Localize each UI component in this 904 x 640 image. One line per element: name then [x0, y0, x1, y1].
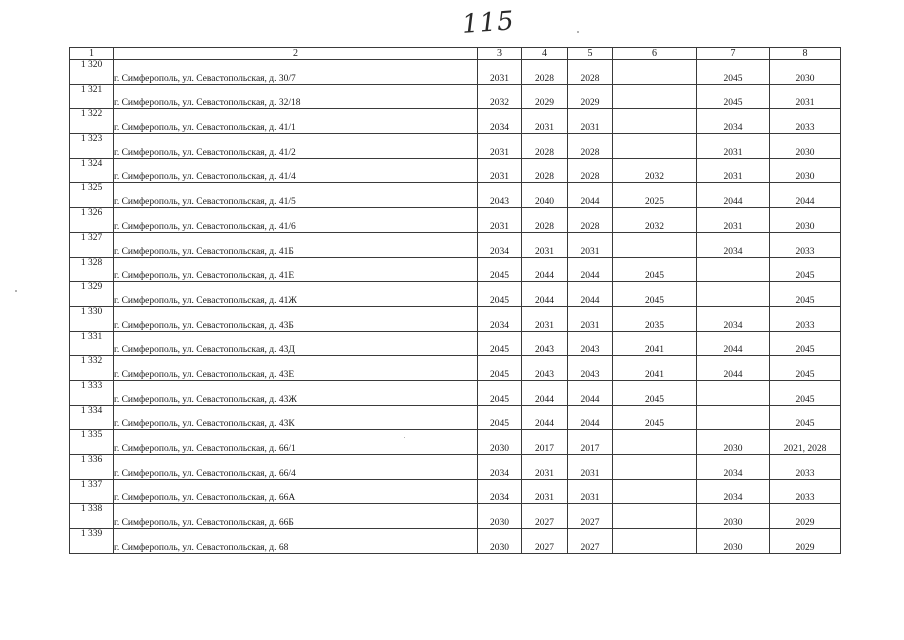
value-cell-8: 2029 — [770, 529, 841, 554]
value-cell-4: 2031 — [522, 232, 568, 257]
value-cell-8: 2030 — [770, 208, 841, 233]
value-cell-7: 2034 — [697, 109, 770, 134]
value-cell-3: 2030 — [478, 529, 522, 554]
value-cell-5: 2028 — [568, 134, 613, 159]
value-cell-5: 2044 — [568, 257, 613, 282]
column-header: 6 — [613, 48, 697, 60]
housing-registry-table — [69, 47, 841, 554]
address-cell: г. Симферополь, ул. Севастопольская, д. 41Ж — [114, 282, 478, 307]
value-cell-5: 2043 — [568, 331, 613, 356]
value-cell-3: 2031 — [478, 134, 522, 159]
row-number: 1 325 — [70, 183, 114, 208]
value-cell-7 — [697, 405, 770, 430]
row-number: 1 330 — [70, 306, 114, 331]
value-cell-4: 2040 — [522, 183, 568, 208]
value-cell-8: 2045 — [770, 405, 841, 430]
table-row — [70, 134, 841, 159]
value-cell-4: 2031 — [522, 109, 568, 134]
value-cell-7: 2045 — [697, 84, 770, 109]
value-cell-3: 2045 — [478, 257, 522, 282]
value-cell-7: 2031 — [697, 134, 770, 159]
value-cell-8: 2031 — [770, 84, 841, 109]
value-cell-7: 2034 — [697, 479, 770, 504]
address-cell: г. Симферополь, ул. Севастопольская, д. 41/6 — [114, 208, 478, 233]
table-row — [70, 158, 841, 183]
value-cell-8: 2045 — [770, 282, 841, 307]
value-cell-8: 2045 — [770, 257, 841, 282]
row-number: 1 331 — [70, 331, 114, 356]
value-cell-8: 2045 — [770, 380, 841, 405]
row-number: 1 329 — [70, 282, 114, 307]
value-cell-3: 2045 — [478, 331, 522, 356]
value-cell-7: 2031 — [697, 158, 770, 183]
value-cell-5: 2027 — [568, 504, 613, 529]
address-cell: г. Симферополь, ул. Севастопольская, д. 41Е — [114, 257, 478, 282]
value-cell-6 — [613, 430, 697, 455]
value-cell-5: 2031 — [568, 232, 613, 257]
value-cell-5: 2044 — [568, 282, 613, 307]
table-row — [70, 504, 841, 529]
value-cell-8: 2033 — [770, 232, 841, 257]
value-cell-6: 2025 — [613, 183, 697, 208]
value-cell-7: 2031 — [697, 208, 770, 233]
row-number: 1 322 — [70, 109, 114, 134]
row-number: 1 324 — [70, 158, 114, 183]
value-cell-3: 2032 — [478, 84, 522, 109]
value-cell-8: 2030 — [770, 60, 841, 85]
row-number: 1 328 — [70, 257, 114, 282]
column-header: 8 — [770, 48, 841, 60]
table-row — [70, 405, 841, 430]
value-cell-4: 2028 — [522, 134, 568, 159]
table-row — [70, 356, 841, 381]
value-cell-5: 2031 — [568, 479, 613, 504]
value-cell-6: 2041 — [613, 356, 697, 381]
value-cell-3: 2045 — [478, 356, 522, 381]
value-cell-8: 2033 — [770, 109, 841, 134]
column-header: 4 — [522, 48, 568, 60]
value-cell-6: 2045 — [613, 282, 697, 307]
value-cell-4: 2044 — [522, 405, 568, 430]
address-cell: г. Симферополь, ул. Севастопольская, д. 66/4 — [114, 455, 478, 480]
value-cell-8: 2029 — [770, 504, 841, 529]
address-cell: г. Симферополь, ул. Севастопольская, д. 41/2 — [114, 134, 478, 159]
row-number: 1 334 — [70, 405, 114, 430]
table-row — [70, 430, 841, 455]
value-cell-8: 2033 — [770, 455, 841, 480]
value-cell-5: 2028 — [568, 208, 613, 233]
value-cell-5: 2017 — [568, 430, 613, 455]
table-row — [70, 529, 841, 554]
table-row — [70, 331, 841, 356]
value-cell-3: 2045 — [478, 282, 522, 307]
value-cell-3: 2034 — [478, 479, 522, 504]
value-cell-7 — [697, 257, 770, 282]
address-cell: г. Симферополь, ул. Севастопольская, д. 32/18 — [114, 84, 478, 109]
table-row — [70, 455, 841, 480]
value-cell-3: 2034 — [478, 232, 522, 257]
value-cell-6 — [613, 109, 697, 134]
column-header: 7 — [697, 48, 770, 60]
value-cell-8: 2044 — [770, 183, 841, 208]
value-cell-5: 2031 — [568, 455, 613, 480]
row-number: 1 337 — [70, 479, 114, 504]
address-cell: г. Симферополь, ул. Севастопольская, д. 43К — [114, 405, 478, 430]
address-cell: г. Симферополь, ул. Севастопольская, д. 41/5 — [114, 183, 478, 208]
address-cell: г. Симферополь, ул. Севастопольская, д. 43Е — [114, 356, 478, 381]
table-row — [70, 60, 841, 85]
scan-speck — [577, 31, 579, 33]
table-row — [70, 380, 841, 405]
column-header: 1 — [70, 48, 114, 60]
value-cell-8: 2021, 2028 — [770, 430, 841, 455]
address-cell: г. Симферополь, ул. Севастопольская, д. 43Ж — [114, 380, 478, 405]
value-cell-5: 2031 — [568, 109, 613, 134]
value-cell-8: 2045 — [770, 356, 841, 381]
address-cell: г. Симферополь, ул. Севастопольская, д. 41/4 — [114, 158, 478, 183]
table-row — [70, 306, 841, 331]
value-cell-7: 2034 — [697, 232, 770, 257]
address-cell: г. Симферополь, ул. Севастопольская, д. 66А — [114, 479, 478, 504]
value-cell-3: 2031 — [478, 158, 522, 183]
value-cell-5: 2028 — [568, 60, 613, 85]
value-cell-8: 2033 — [770, 306, 841, 331]
value-cell-7 — [697, 282, 770, 307]
table-body — [70, 60, 841, 554]
column-header: 2 — [114, 48, 478, 60]
value-cell-4: 2031 — [522, 455, 568, 480]
column-header: 3 — [478, 48, 522, 60]
value-cell-5: 2043 — [568, 356, 613, 381]
row-number: 1 338 — [70, 504, 114, 529]
value-cell-4: 2044 — [522, 380, 568, 405]
value-cell-4: 2028 — [522, 158, 568, 183]
value-cell-6: 2041 — [613, 331, 697, 356]
address-cell: г. Симферополь, ул. Севастопольская, д. 66/1 — [114, 430, 478, 455]
value-cell-8: 2030 — [770, 158, 841, 183]
row-number: 1 323 — [70, 134, 114, 159]
value-cell-6 — [613, 504, 697, 529]
value-cell-6 — [613, 134, 697, 159]
row-number: 1 336 — [70, 455, 114, 480]
value-cell-7: 2034 — [697, 455, 770, 480]
value-cell-4: 2043 — [522, 331, 568, 356]
scan-speck — [15, 290, 17, 292]
value-cell-5: 2031 — [568, 306, 613, 331]
address-cell: г. Симферополь, ул. Севастопольская, д. 68 — [114, 529, 478, 554]
value-cell-7: 2044 — [697, 183, 770, 208]
address-cell: г. Симферополь, ул. Севастопольская, д. 30/7 — [114, 60, 478, 85]
value-cell-7: 2044 — [697, 356, 770, 381]
value-cell-3: 2031 — [478, 208, 522, 233]
address-cell: г. Симферополь, ул. Севастопольская, д. 41/1 — [114, 109, 478, 134]
value-cell-6: 2045 — [613, 257, 697, 282]
value-cell-6 — [613, 455, 697, 480]
value-cell-8: 2045 — [770, 331, 841, 356]
value-cell-7: 2030 — [697, 504, 770, 529]
value-cell-4: 2028 — [522, 208, 568, 233]
row-number: 1 339 — [70, 529, 114, 554]
value-cell-7: 2030 — [697, 430, 770, 455]
table-row — [70, 282, 841, 307]
value-cell-4: 2044 — [522, 257, 568, 282]
row-number: 1 321 — [70, 84, 114, 109]
value-cell-3: 2034 — [478, 306, 522, 331]
value-cell-4: 2029 — [522, 84, 568, 109]
header-row — [70, 48, 841, 60]
table-row — [70, 183, 841, 208]
table-row — [70, 84, 841, 109]
value-cell-4: 2027 — [522, 529, 568, 554]
value-cell-3: 2034 — [478, 109, 522, 134]
row-number: 1 320 — [70, 60, 114, 85]
value-cell-7: 2030 — [697, 529, 770, 554]
value-cell-7: 2034 — [697, 306, 770, 331]
value-cell-3: 2030 — [478, 430, 522, 455]
column-header: 5 — [568, 48, 613, 60]
value-cell-5: 2029 — [568, 84, 613, 109]
value-cell-4: 2043 — [522, 356, 568, 381]
table-row — [70, 257, 841, 282]
value-cell-3: 2045 — [478, 380, 522, 405]
value-cell-4: 2027 — [522, 504, 568, 529]
value-cell-4: 2031 — [522, 306, 568, 331]
table-row — [70, 479, 841, 504]
value-cell-6 — [613, 84, 697, 109]
address-cell: г. Симферополь, ул. Севастопольская, д. 43Д — [114, 331, 478, 356]
value-cell-6: 2045 — [613, 380, 697, 405]
handwritten-page-number: 115 — [461, 6, 516, 40]
value-cell-4: 2028 — [522, 60, 568, 85]
value-cell-5: 2028 — [568, 158, 613, 183]
row-number: 1 335 — [70, 430, 114, 455]
value-cell-8: 2033 — [770, 479, 841, 504]
value-cell-3: 2043 — [478, 183, 522, 208]
value-cell-3: 2034 — [478, 455, 522, 480]
row-number: 1 327 — [70, 232, 114, 257]
value-cell-3: 2031 — [478, 60, 522, 85]
table-row — [70, 208, 841, 233]
value-cell-6 — [613, 479, 697, 504]
value-cell-4: 2031 — [522, 479, 568, 504]
row-number: 1 332 — [70, 356, 114, 381]
value-cell-3: 2030 — [478, 504, 522, 529]
value-cell-6: 2035 — [613, 306, 697, 331]
value-cell-6: 2045 — [613, 405, 697, 430]
value-cell-6 — [613, 60, 697, 85]
value-cell-3: 2045 — [478, 405, 522, 430]
value-cell-6: 2032 — [613, 208, 697, 233]
value-cell-7 — [697, 380, 770, 405]
address-cell: г. Симферополь, ул. Севастопольская, д. 66Б — [114, 504, 478, 529]
table-row — [70, 109, 841, 134]
table-row — [70, 232, 841, 257]
address-cell: г. Симферополь, ул. Севастопольская, д. 43Б — [114, 306, 478, 331]
value-cell-8: 2030 — [770, 134, 841, 159]
address-cell: г. Симферополь, ул. Севастопольская, д. 41Б — [114, 232, 478, 257]
value-cell-4: 2044 — [522, 282, 568, 307]
row-number: 1 326 — [70, 208, 114, 233]
value-cell-7: 2045 — [697, 60, 770, 85]
value-cell-4: 2017 — [522, 430, 568, 455]
value-cell-5: 2044 — [568, 380, 613, 405]
row-number: 1 333 — [70, 380, 114, 405]
value-cell-6 — [613, 529, 697, 554]
value-cell-5: 2044 — [568, 183, 613, 208]
value-cell-6: 2032 — [613, 158, 697, 183]
value-cell-6 — [613, 232, 697, 257]
value-cell-5: 2044 — [568, 405, 613, 430]
value-cell-7: 2044 — [697, 331, 770, 356]
value-cell-5: 2027 — [568, 529, 613, 554]
